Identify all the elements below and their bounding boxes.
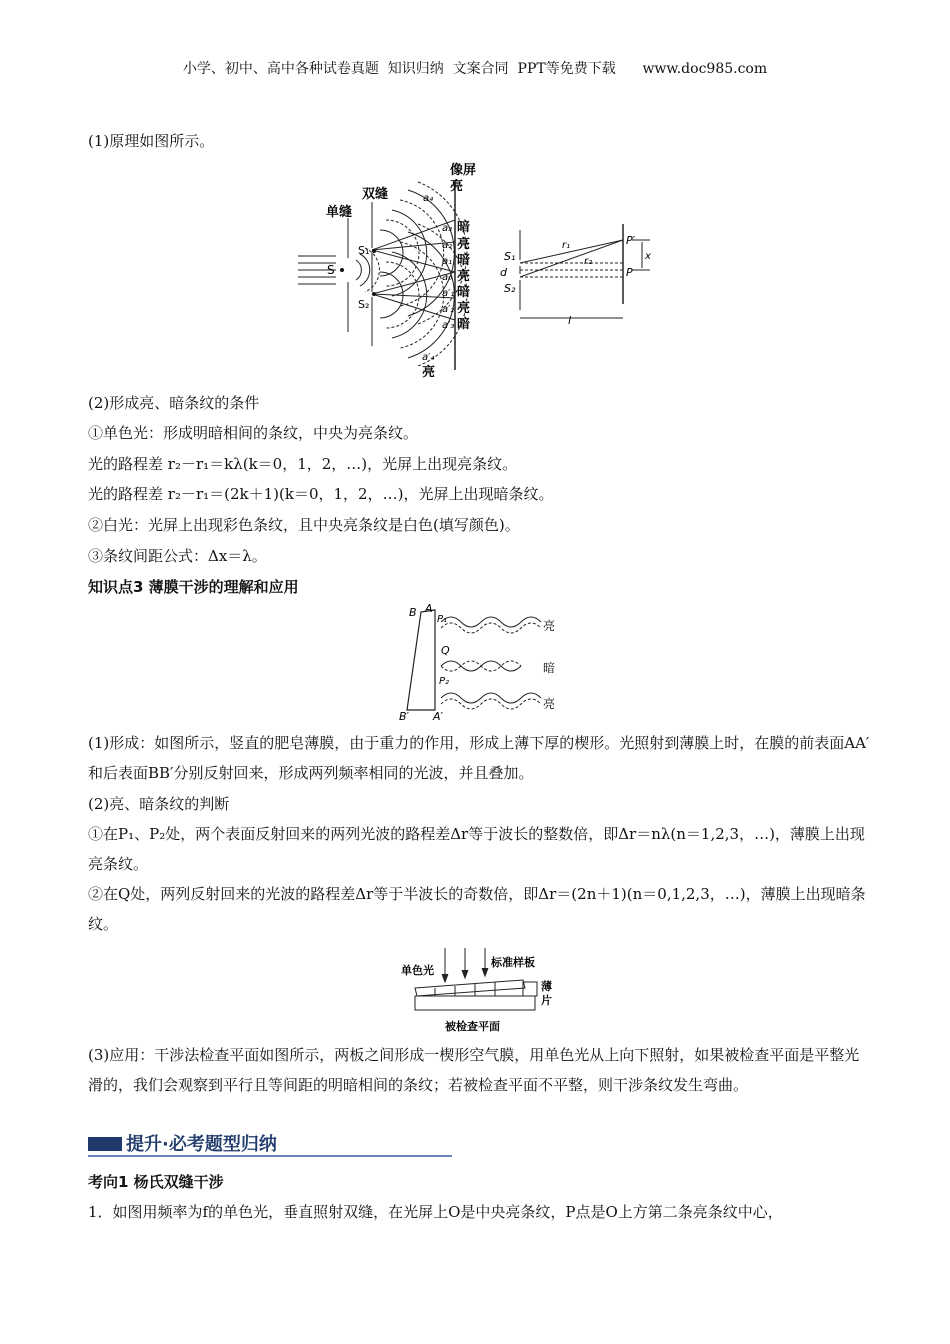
para-mono: ①单色光：形成明暗相间的条纹，中央为亮条纹。 <box>88 424 419 442</box>
label-thin-1: 薄 <box>541 980 552 993</box>
label-a2p: a′₂ <box>442 304 455 315</box>
label-film-a: A <box>425 602 433 615</box>
label-a3: a₃ <box>442 223 453 234</box>
label-film-p2: P₂ <box>439 676 450 687</box>
para-dark-judge: ②在Q处，两列反射回来的光波的路程差Δr等于半波长的奇数倍，即Δr＝(2n＋1)(n＝0,1,2,3，…)，薄膜上出现暗条纹。 <box>88 885 866 933</box>
label-geo-d: d <box>500 266 507 279</box>
para-dark-cond: 光的路程差 r₂－r₁＝(2k＋1)(k＝0，1，2，…)，光屏上出现暗条纹。 <box>88 485 554 503</box>
label-single-slit: 单缝 <box>326 205 353 220</box>
label-film-bright-bottom: 亮 <box>543 697 556 711</box>
soap-film-figure <box>395 600 565 722</box>
label-film-q: Q <box>441 644 450 657</box>
label-film-p1: P₁ <box>437 614 448 625</box>
label-s2: S₂ <box>358 298 370 311</box>
label-thin-2: 片 <box>541 994 552 1007</box>
para-bright-cond: 光的路程差 r₂－r₁＝kλ(k＝0，1，2，…)，光屏上出现亮条纹。 <box>88 455 518 473</box>
label-s: S <box>327 263 335 277</box>
para-white: ②白光：光屏上出现彩色条纹，且中央亮条纹是白色(填写颜色)。 <box>88 516 520 534</box>
banner-title: 提升·必考题型归纳 <box>126 1134 277 1155</box>
label-bright-top: 亮 <box>450 179 464 194</box>
label-a4p: a′₄ <box>422 352 435 363</box>
label-standard-plate: 标准样板 <box>491 956 535 969</box>
banner-underline <box>88 1155 452 1157</box>
label-dark-a3: 暗 <box>457 220 471 235</box>
label-geo-x: x <box>645 251 651 262</box>
label-geo-r2: r₂ <box>584 256 593 267</box>
label-dark-a1: 暗 <box>457 253 471 268</box>
label-double-slit: 双缝 <box>362 187 389 202</box>
label-a2: a₂ <box>442 240 453 251</box>
label-bright-a0: 亮 <box>457 269 471 284</box>
label-checked-plane: 被检查平面 <box>445 1020 500 1033</box>
label-geo-r1: r₁ <box>562 240 571 251</box>
label-film-dark: 暗 <box>543 661 556 675</box>
label-a4: a₄ <box>423 193 434 204</box>
label-mono-light: 单色光 <box>401 964 434 977</box>
flatness-check-figure <box>395 944 560 1036</box>
label-a3p: a′₃ <box>442 320 455 331</box>
label-film-ap: A′ <box>433 710 444 722</box>
label-a1: a₁ <box>442 256 453 267</box>
label-geo-s2: S₂ <box>504 282 516 295</box>
label-screen: 像屏 <box>450 163 477 178</box>
label-film-b: B <box>409 606 417 619</box>
label-bright-a2p: 亮 <box>457 301 471 316</box>
label-s1: S₁ <box>358 244 370 257</box>
label-geo-pp: P′ <box>626 234 636 247</box>
para-formation: (1)形成：如图所示，竖直的肥皂薄膜，由于重力的作用，形成上薄下厚的楔形。光照射到薄膜上时，在膜的前表面AA′和后表面BB′分别反射回来，形成两列频率相同的光波，并且叠加。 <box>88 734 870 782</box>
label-film-bright-top: 亮 <box>543 619 556 633</box>
question-1: 1．如图用频率为f的单色光，垂直照射双缝，在光屏上O是中央亮条纹，P点是O上方第二条亮条纹中心， <box>88 1203 783 1221</box>
banner-bar <box>88 1137 122 1151</box>
label-bright-a2: 亮 <box>457 237 471 252</box>
double-slit-wave-figure <box>290 160 485 382</box>
label-film-bp: B′ <box>399 710 410 722</box>
label-geo-s1: S₁ <box>504 250 516 263</box>
label-a1p: a′₁ <box>442 288 455 299</box>
label-a0: a₀ <box>442 272 453 283</box>
page-header: 小学、初中、高中各种试卷真题 知识归纳 文案合同 PPT等免费下载 www.doc985.com <box>182 61 768 77</box>
para-judgement: (2)亮、暗条纹的判断 <box>88 795 230 813</box>
section-title-thin-film: 知识点3 薄膜干涉的理解和应用 <box>88 578 299 596</box>
section-title-young: 考向1 杨氏双缝干涉 <box>88 1173 224 1191</box>
label-geo-p: P <box>626 266 633 279</box>
label-bright-bottom: 亮 <box>422 365 436 380</box>
label-dark-a3p: 暗 <box>457 317 471 332</box>
para-bright-judge: ①在P₁、P₂处，两个表面反射回来的两列光波的路程差Δr等于波长的整数倍，即Δr＝nλ(n＝1,2,3，…)，薄膜上出现亮条纹。 <box>88 825 865 873</box>
section-banner <box>88 1127 452 1159</box>
label-dark-a1p: 暗 <box>457 285 471 300</box>
para-principle: (1)原理如图所示。 <box>88 132 215 150</box>
para-spacing: ③条纹间距公式：Δx＝λ。 <box>88 547 267 565</box>
double-slit-geometry-figure <box>492 220 682 330</box>
label-geo-l: l <box>568 314 572 327</box>
para-application: (3)应用：干涉法检查平面如图所示，两板之间形成一楔形空气膜，用单色光从上向下照射，如果被检查平面是平整光滑的，我们会观察到平行且等间距的明暗相间的条纹；若被检查平面不平整，则干涉条纹发生弯曲。 <box>88 1046 860 1094</box>
para-conditions: (2)形成亮、暗条纹的条件 <box>88 394 260 412</box>
